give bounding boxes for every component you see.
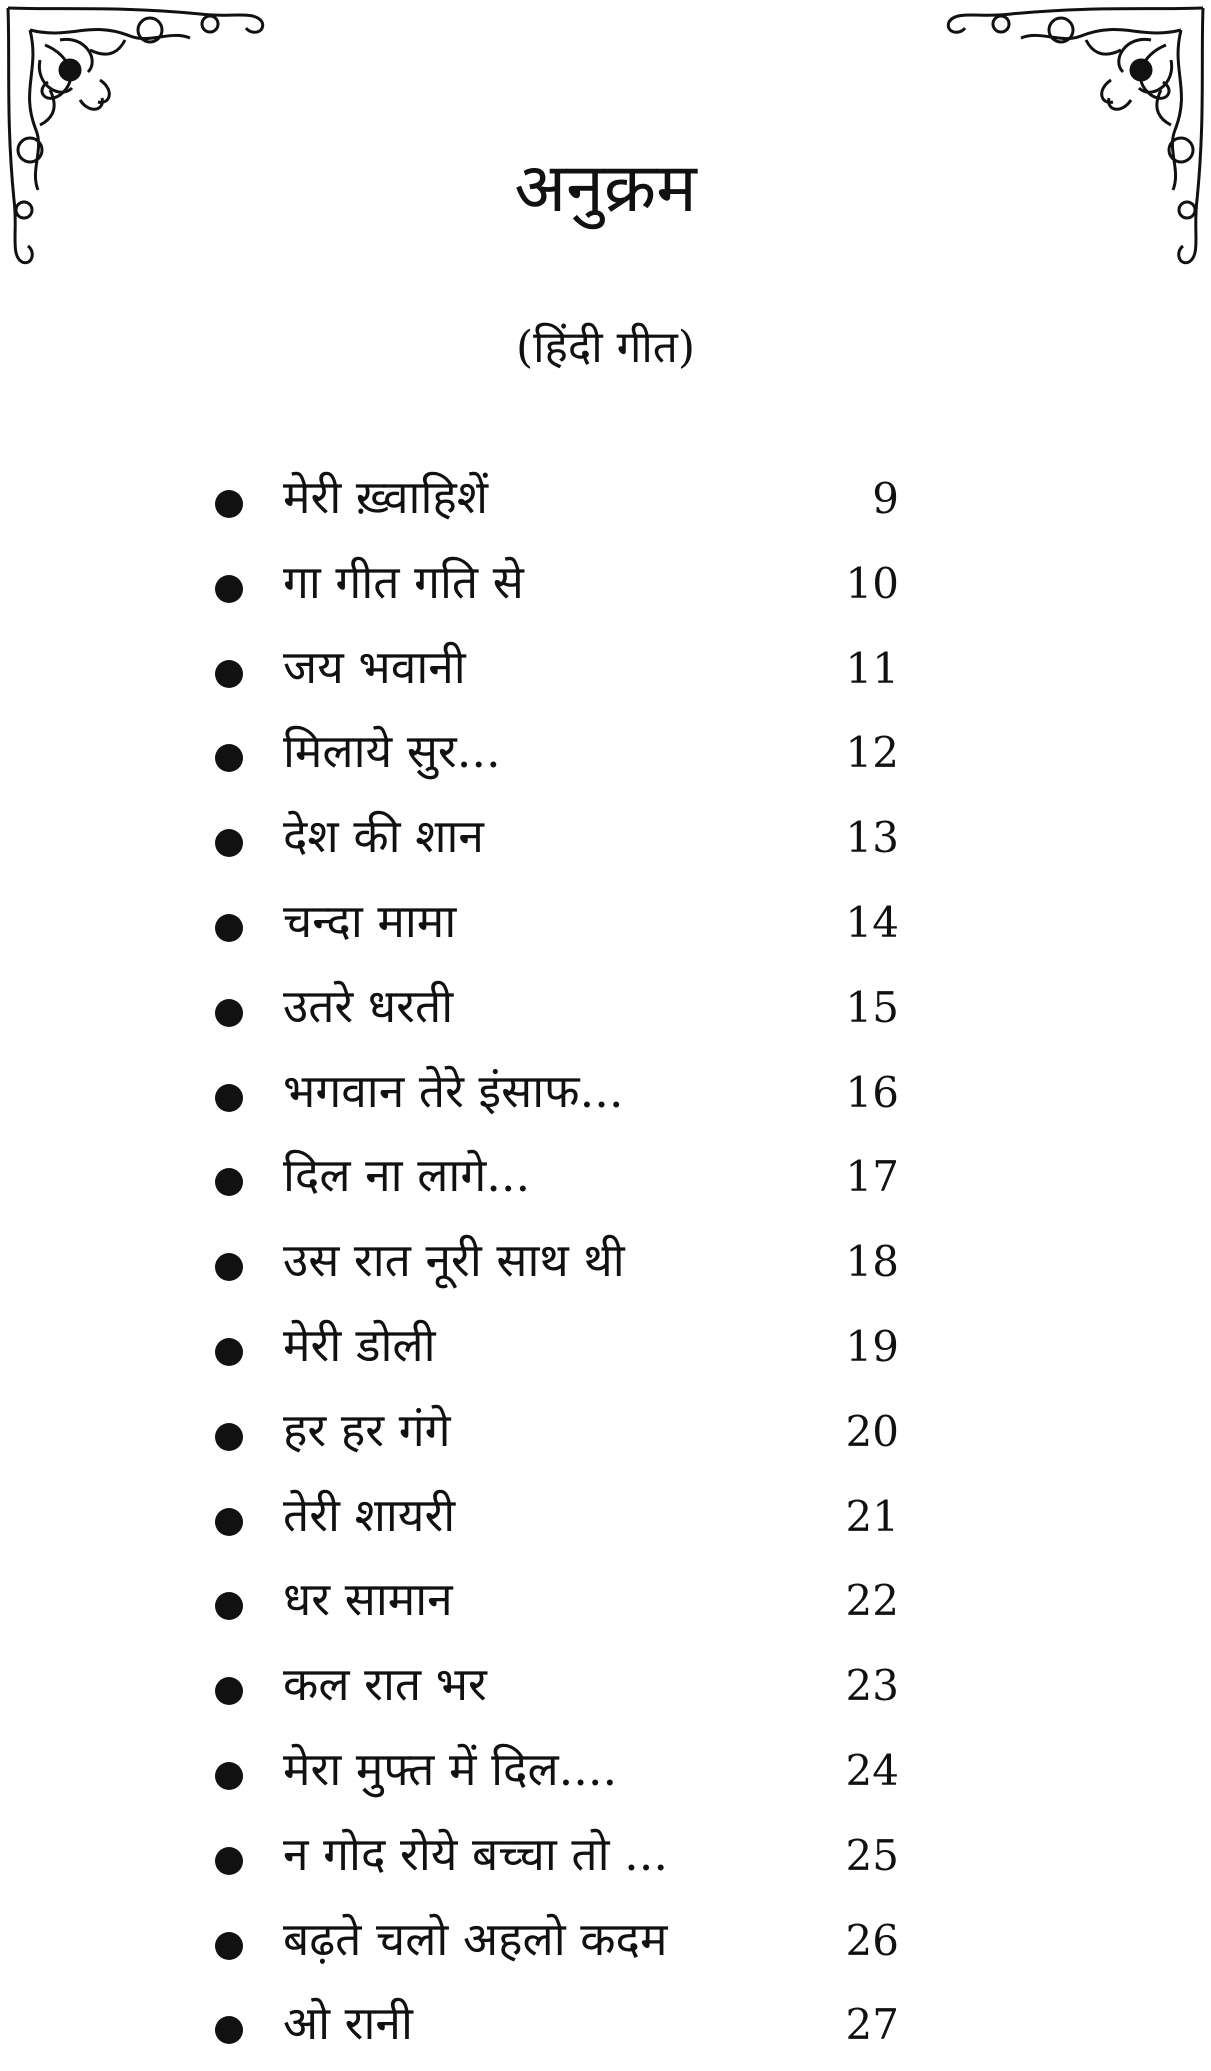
entry-title: मिलाये सुर...: [283, 724, 501, 779]
toc-entry: [0, 545, 1211, 630]
entry-page-number: 27: [845, 2000, 899, 2050]
toc-entry: [0, 460, 1211, 545]
bullet-dot-icon: [215, 1338, 243, 1366]
entry-title: जय भवानी: [283, 639, 466, 694]
entry-title: धर सामान: [283, 1572, 453, 1627]
entry-page-number: 21: [845, 1491, 899, 1541]
entry-title: मेरी ख़्वाहिशें: [283, 470, 489, 524]
entry-page-number: 23: [845, 1661, 899, 1711]
bullet-dot-icon: [215, 1168, 243, 1196]
entry-page-number: 22: [845, 1576, 899, 1626]
entry-page-number: 11: [845, 643, 899, 693]
entry-title: मेरा मुफ्त में दिल....: [283, 1741, 618, 1796]
bullet-dot-icon: [215, 660, 243, 688]
entry-page-number: 17: [845, 1152, 899, 1202]
bullet-dot-icon: [215, 914, 243, 942]
bullet-dot-icon: [215, 1677, 243, 1705]
bullet-dot-icon: [215, 1423, 243, 1451]
entry-page-number: 9: [872, 474, 899, 523]
entry-title: चन्दा मामा: [283, 893, 457, 948]
table-of-contents: [0, 460, 1211, 2071]
toc-entry: [0, 1562, 1211, 1647]
bullet-dot-icon: [215, 744, 243, 772]
bullet-dot-icon: [215, 2016, 243, 2044]
entry-page-number: 18: [845, 1237, 899, 1287]
page-title: अनुक्रम: [514, 148, 697, 228]
entry-title: उतरे धरती: [283, 978, 454, 1033]
entry-title: कल रात भर: [283, 1657, 487, 1712]
entry-page-number: 16: [845, 1067, 899, 1117]
toc-entry: [0, 1308, 1211, 1393]
bullet-dot-icon: [215, 1762, 243, 1790]
bullet-dot-icon: [215, 1253, 243, 1281]
toc-entry: [0, 1902, 1211, 1987]
entry-title: भगवान तेरे इंसाफ...: [283, 1063, 624, 1118]
bullet-dot-icon: [215, 1508, 243, 1536]
toc-entry: [0, 714, 1211, 799]
toc-entry: [0, 1223, 1211, 1308]
entry-title: न गोद रोये बच्चा तो ...: [283, 1826, 669, 1881]
toc-entry: [0, 1986, 1211, 2071]
toc-entry: [0, 969, 1211, 1054]
entry-page-number: 14: [845, 897, 899, 947]
entry-page-number: 10: [845, 558, 899, 608]
entry-title: देश की शान: [283, 809, 484, 864]
toc-entry: [0, 630, 1211, 715]
toc-entry: [0, 1817, 1211, 1902]
entry-title: तेरी शायरी: [283, 1487, 456, 1542]
entry-page-number: 19: [845, 1321, 899, 1371]
bullet-dot-icon: [215, 1592, 243, 1620]
entry-title: ओ रानी: [283, 1996, 413, 2051]
bullet-dot-icon: [215, 1932, 243, 1960]
entry-title: गा गीत गति से: [283, 554, 524, 609]
entry-page-number: 25: [845, 1830, 899, 1880]
bullet-dot-icon: [215, 829, 243, 857]
bullet-dot-icon: [215, 999, 243, 1027]
entry-page-number: 13: [845, 813, 899, 863]
toc-entry: [0, 1393, 1211, 1478]
entry-page-number: 26: [845, 1915, 899, 1965]
toc-entry: [0, 1647, 1211, 1732]
toc-entry: [0, 1054, 1211, 1139]
toc-entry: [0, 799, 1211, 884]
entry-title: उस रात नूरी साथ थी: [283, 1233, 625, 1288]
entry-title: मेरी डोली: [283, 1317, 436, 1372]
section-subtitle: (हिंदी गीत): [515, 322, 696, 373]
bullet-dot-icon: [215, 1084, 243, 1112]
entry-title: दिल ना लागे...: [283, 1148, 531, 1203]
toc-entry: [0, 1732, 1211, 1817]
entry-page-number: 15: [845, 982, 899, 1032]
toc-entry: [0, 884, 1211, 969]
bullet-dot-icon: [215, 490, 243, 518]
toc-entry: [0, 1138, 1211, 1223]
bullet-dot-icon: [215, 575, 243, 603]
entry-page-number: 24: [845, 1745, 899, 1795]
toc-entry: [0, 1478, 1211, 1563]
entry-page-number: 20: [845, 1406, 899, 1456]
entry-page-number: 12: [845, 728, 899, 778]
entry-title: बढ़ते चलो अहलो कदम: [283, 1911, 668, 1966]
entry-title: हर हर गंगे: [283, 1402, 451, 1457]
bullet-dot-icon: [215, 1847, 243, 1875]
